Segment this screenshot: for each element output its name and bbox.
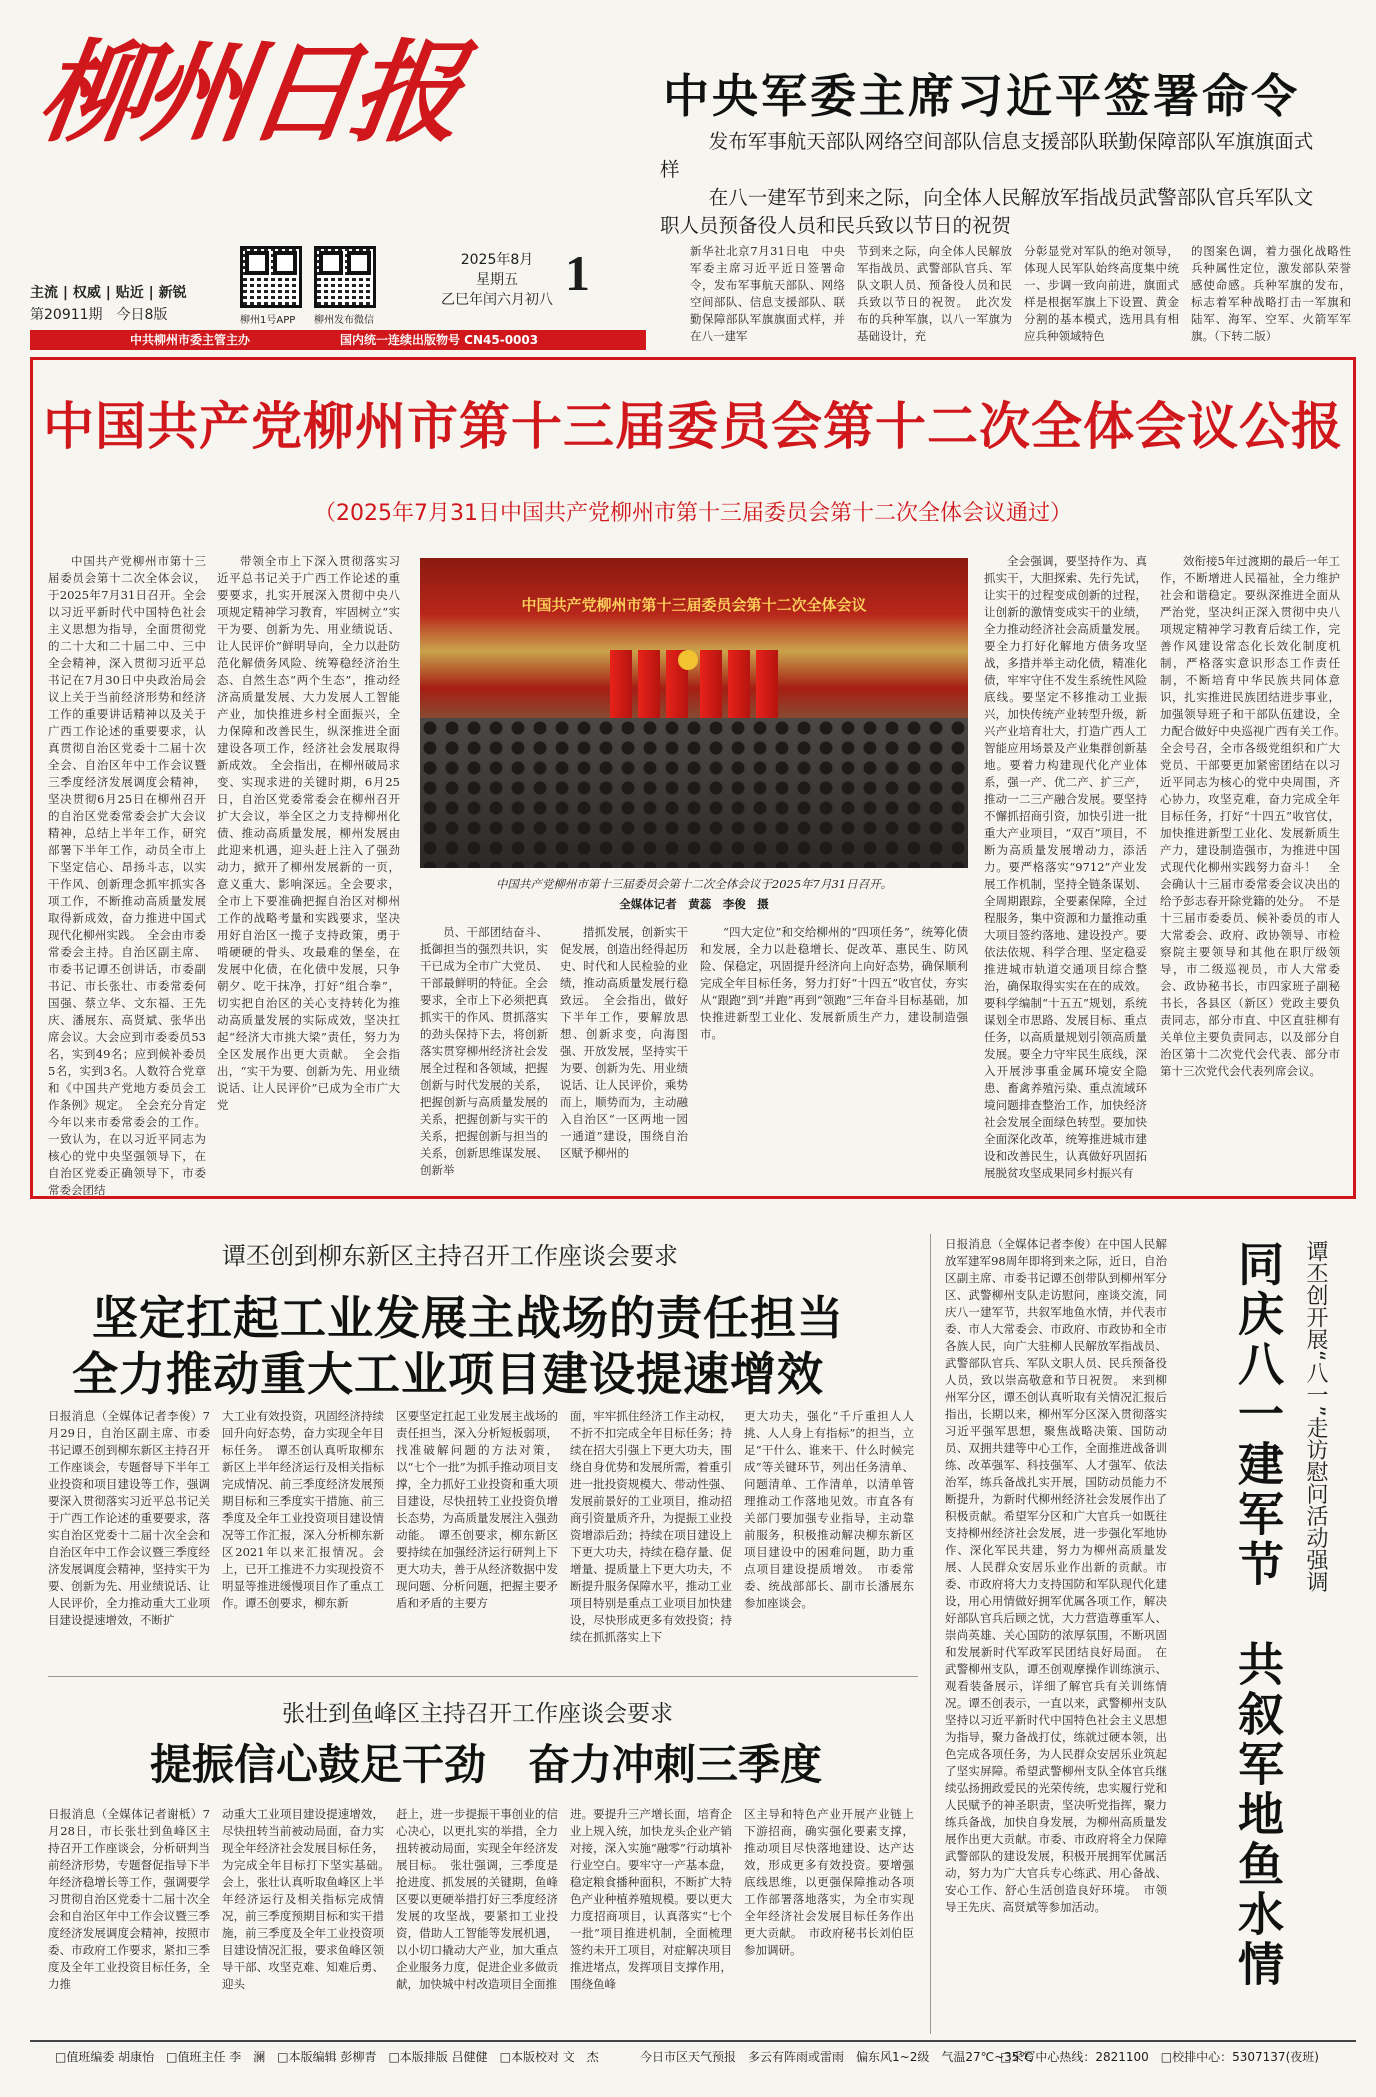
fish-col-4: 进。要提升三产增长面，培育企业上规入统，加快龙头企业产销对接，深入实施“融零”行动填补行业空白。要牢守一产基本盘，稳定粮食播种面积，不断扩大特色产业种植养殖规模。要以更大力度招商项目，认真落实“七个一批”项目推进机制，全面梳理签约未开工项目，对症解决项目推进堵点，发挥项目支撑作用，围绕鱼峰 [570, 1807, 732, 1991]
slogan: 主流 | 权威 | 贴近 | 新锐 [30, 285, 187, 301]
qr-app[interactable] [240, 246, 302, 326]
communique-col-3: 员、干部团结奋斗、抵御担当的强烈共识，实干已成为全市广大党员、干部最鲜明的特征。全会要求，全市上下必须把真抓实干的作风、贯抓落实的劲头保持下去，将创新落实贯穿柳州经济社会发展全过程和各领域，把握创新与时代发展的关系，把握创新与高质量发展的关系，把握创新与实干的关系，把握创新与担当的关系，创新思维谋发展、创新举 [420, 925, 548, 1177]
side-story-kicker: 谭丕创开展“八一”走访慰问活动强调 [1303, 1240, 1328, 1593]
industry-col-2: 大工业有效投资，巩固经济持续回升向好态势，奋力实现全年目标任务。 谭丕创认真听取柳东新区上半年经济运行及相关指标完成情况、前三季度经济发展预期目标和三季度实干措施、前三季度及全年工业投资项目建设情况等工作汇报，深入分析柳东新区2021年以来汇报情况。会上，已开工推进不力实现投资不明显等推进缓慢项目作了重点工作。谭丕创要求，柳东新 [222, 1409, 384, 1610]
industry-headline-2: 全力推动重大工业项目建设提速增效 [72, 1347, 824, 1401]
fish-kicker: 张壮到鱼峰区主持召开工作座谈会要求 [282, 1701, 673, 1727]
communique-col-4: 措抓发展，创新实干促发展，创造出经得起历史、时代和人民检验的业绩，推动高质量发展行稳致远。 全会指出，做好下半年工作，要解放思想、创新求变，向海图强、开放发展，坚持实干为要、创新为先、用业绩说话、让人民评价，乘势而上，顺势而为，主动融入自治区“一区两地一园一通道”建设，围绕自治区赋予柳州的 [560, 925, 688, 1160]
issue-date: 2025年8月 [460, 252, 534, 268]
top-story-col-1: 新华社北京7月31日电 中央军委主席习近平近日签署命令，发布军事航天部队、网络空间部队、信息支援部队、联勤保障部队军旗旗面式样，并在八一建军 [690, 244, 845, 343]
top-story-col-3: 分彰显党对军队的绝对领导，体现人民军队始终高度集中统一、步调一致向前进，旗面式样是根据军旗上下设置、黄金分割的基本模式，选用具有相应兵种领域特色 [1024, 244, 1179, 343]
qr-wechat[interactable] [314, 246, 376, 326]
industry-headline-1: 坚定扛起工业发展主战场的责任担当 [92, 1291, 844, 1345]
photo-banner: 中国共产党柳州市第十三届委员会第十二次全体会议 [521, 596, 867, 614]
qr-app-label: 柳州1号APP [240, 315, 296, 326]
top-story-subhead-2: 在八一建军节到来之际，向全体人民解放军指战员武警部队官兵军队文职人员预备役人员和民兵致以节日的祝贺 [660, 186, 1314, 237]
industry-col-3: 区要坚定扛起工业发展主战场的责任担当，深入分析短板弱项，找准破解问题的方法对策，以“七个一批”为抓手推动项目支撑，全力抓好工业投资和重大项目建设，尽快扭转工业投资负增长态势，为高质量发展注入强劲动能。 谭丕创要求，柳东新区要持续在加强经济运行研判上下更大功夫，善于从经济数据中发现问题、分析问题，把握主要矛盾和矛盾的主要方 [396, 1409, 558, 1610]
photo-caption: 中国共产党柳州市第十三届委员会第十二次全体会议于2025年7月31日召开。 [495, 877, 893, 891]
industry-col-4: 面，牢牢抓住经济工作主动权，不折不扣完成全年目标任务；持续在招大引强上下更大功夫，围绕自身优势和发展所需，着重引进一批投资规模大、带动性强、发展前景好的工业项目，推动招商引资量质齐升，为提振工业投资增添后劲；持续在项目建设上下更大功夫，持续在稳存量、促增量、提质量上下更大功夫，不断提升服务保障水平，推动工业项目特别是重点工业项目加快建设，尽快形成更多有效投资；持续在抓抓落实上下 [570, 1409, 732, 1644]
communique-col-1: 中国共产党柳州市第十三届委员会第十二次全体会议，于2025年7月31日召开。全会以习近平新时代中国特色社会主义思想为指导，全面贯彻党的二十大和二十届二中、三中全会精神，深入贯彻习近平总书记在7月30日中央政治局会议上关于当前经济形势和经济工作的重要讲话精神以及关于广西工作论述的重要要求，认真贯彻自治区党委十二届十次全会、自治区年中工作会议暨三季度经济发展调度会精神，坚决贯彻6月25日在柳州召开的自治区党委常委会扩大会议精神，总结上半年工作，研究部署下半年工作，动员全市上下坚定信心、昂扬斗志，以实干作风、创新理念抓牢抓实各项工作，不断推动高质量发展取得新成效，奋力推进中国式现代化柳州实践。 全会由市委常委会主持。自治区副主席、市委书记谭丕创讲话，市委副书记、市长张壮、市委常委何国强、蔡立华、文东福、王先庆、潘展东、高贤斌、张华出席会议。大会应到市委委员53名，实到49名；应到候补委员5名，实到3名。人数符合党章和《中国共产党地方委员会工作条例》规定。 全会充分肯定今年以来市委常委会的工作。一致认为，在以习近平同志为核心的党中央坚强领导下，在自治区党委正确领导下，市委常委会团结 [48, 554, 206, 1197]
qr-code-icon [314, 246, 376, 308]
industry-col-5: 更大功夫，强化“千斤重担人人挑、人人身上有指标”的担当，立足“干什么、谁来干、什么时候完成”等关键环节，列出任务清单、问题清单、工作清单，以清单管理推动工作落地见效。市直各有关部门要加强专业指导，主动靠前服务，积极推动解决柳东新区项目建设中的困难问题，助力重点项目建设提质增效。 市委常委、统战部部长、副市长潘展东参加座谈会。 [744, 1409, 914, 1610]
issue-lunar-date: 乙巳年闰六月初八 [441, 292, 553, 308]
industry-kicker: 谭丕创到柳东新区主持召开工作座谈会要求 [222, 1242, 678, 1270]
side-story-headline: 同庆八一建军节 共叙军地鱼水情 [1231, 1240, 1285, 1990]
footer-weather: 今日市区天气预报 多云有阵雨或雷雨 偏东风1~2级 气温27℃~35℃ [640, 2050, 1033, 2064]
communique-col-6: 全会强调，要坚持作为、真抓实干，大胆探索、先行先试，让实干的过程变成创新的过程，让创新的激情变成实干的业绩，全力推动经济社会高质量发展。要全力打好化解地方债务攻坚战，多措并举主动化债，精准化债，牢牢守住不发生系统性风险底线。要坚定不移推动工业振兴，加快传统产业转型升级，新兴产业培育壮大，打造广西人工智能应用场景及产业集群创新基地。要着力构建现代化产业体系，强一产、优二产、扩三产，推动一二三产融合发展。要坚持不懈抓招商引资，加快引进一批重大产业项目，“双百”项目，不断为高质量发展增动力，添活力。要严格落实“9712”产业发展工作机制，坚持全链条谋划、全周期跟踪，全要素保障，全过程服务，集中资源和力量推动重大项目签约落地、建设投产。要依法依规、科学合理、坚定稳妥推进城市轨道交通项目综合整治，确保取得实实在在的成效。要科学编制“十五五”规划，系统谋划全市思路、发展目标、重点任务，以高质量规划引领高质量发展。要全力守牢民生底线，深入开展涉事重金属环境安全隐患、畜禽养殖污染、重点流域环境问题排查整治工作，加快经济社会发展全面绿色转型。要加快全面深化改革，统筹推进城市建设和改善民生，认真做好巩固拓展脱贫攻坚成果同乡村振兴有 [984, 554, 1147, 1180]
fish-col-3: 赶上，进一步提振干事创业的信心决心，以更扎实的举措，全力扭转被动局面，实现全年经济发展目标。 张壮强调，三季度是抢进度、抓发展的关键期，鱼峰区要以更硬举措打好三季度经济发展的攻坚战，要紧扣工业投资，借助人工智能等发展机遇，以小切口撬动大产业，加大重点企业服务力度，促进企业多做贡献，加快城中村改造项目全面推 [396, 1807, 558, 1991]
top-story-headline: 中央军委主席习近平签署命令 [663, 69, 1300, 123]
issue-info: 第20911期 今日8版 [30, 307, 168, 323]
communique-title: 中国共产党柳州市第十三届委员会第十二次全体会议公报 [42, 398, 1343, 457]
fish-headline: 提振信心鼓足干劲 奋力冲刺三季度 [150, 1740, 823, 1789]
side-story-text: 日报消息（全媒体记者李俊）在中国人民解放军建军98周年即将到来之际，近日，自治区副主席、市委书记谭丕创带队到柳州军分区、武警柳州支队走访慰问，座谈交流，同庆八一建军节，共叙军地鱼水情，并代表市委、市人大常委会、市政府、市政协和全市各族人民，向广大驻柳人民解放军指战员、武警部队官兵、军队文职人员、民兵预备役人员，致以崇高敬意和节日祝贺。 来到柳州军分区，谭丕创认真听取有关情况汇报后指出，长期以来，柳州军分区深入贯彻落实习近平强军思想，聚焦战略决策、国防动员、双拥共建等中心工作，全面推进战备训练、改革强军、科技强军、人才强军、依法治军，练兵备战扎实开展，国防动员能力不断提升，为新时代柳州经济社会发展作出了积极贡献。希望军分区和广大官兵一如既往支持柳州经济社会发展，进一步强化军地协作、深化军民共建，努力为柳州高质量发展、人民群众安居乐业作出新的贡献。市委、市政府将大力支持国防和军队现代化建设，用心用情做好拥军优属各项工作，解决好部队官兵后顾之忧，大力营造尊重军人、崇尚英雄、关心国防的浓厚氛围，不断巩固和发展新时代军政军民团结良好局面。 在武警柳州支队，谭丕创观摩操作训练演示、观看装备展示，详细了解官兵有关训练情况。谭丕创表示，一直以来，武警柳州支队坚持以习近平新时代中国特色社会主义思想为指导，聚力备战打仗，练就过硬本领，出色完成各项任务，为人民群众安居乐业筑起了坚实屏障。希望武警柳州支队全体官兵继续弘扬拥政爱民的光荣传统，忠实履行党和人民赋予的神圣职责，坚决听党指挥，聚力练兵备战，加快自身发展，为柳州高质量发展作出更大贡献。市委、市政府将全力保障武警部队的建设发展，积极开展拥军优属活动，努力为广大官兵专心练武、用心备战、安心工作、舒心生活创造良好环境。 市领导王先庆、高贤斌等参加活动。 [945, 1237, 1167, 1914]
top-story-col-4: 的图案色调，着力强化战略性兵种属性定位，激发部队荣誉感使命感。兵种军旗的发布，标志着军种战略打击一军旗和陆军、海军、空军、火箭军军旗。（下转二版） [1191, 244, 1351, 343]
plenary-photo [420, 558, 968, 868]
newspaper-logo: 柳州日报 [31, 28, 466, 157]
issue-weekday: 星期五 [476, 272, 518, 288]
photo-credit: 全媒体记者 黄蕊 李俊 摄 [619, 897, 769, 911]
industry-col-1: 日报消息（全媒体记者李俊）7月29日，自治区副主席、市委书记谭丕创到柳东新区主持召开工作座谈会，专题督导下半年工业投资和项目建设等工作，强调要深入贯彻落实习近平总书记关于广西工作论述的重要要求，落实自治区党委十二届十次全会和自治区年中工作会议暨三季度经济发展调度会精神，坚持实干为要、创新为先、用业绩说话、让人民评价，全力推动重大工业项目建设提速增效，不断扩 [48, 1409, 210, 1627]
fish-col-5: 区主导和特色产业开展产业链上下游招商，确实强化要素支撑，推动项目尽快落地建设、达产达效，形成更多有效投资。要增强底线思维，以更强保障推动各项工作部署落地落实，为全市实现全年经济社会发展目标任务作出更大贡献。 市政府秘书长刘伯臣参加调研。 [744, 1807, 914, 1957]
sponsor-line: 中共柳州市委主管主办 [130, 333, 251, 347]
qr-code-icon [240, 246, 302, 308]
footer-hotline: □采写中心热线：2821100 □校排中心：5307137(夜班) [1000, 2050, 1319, 2064]
qr-wechat-label: 柳州发布微信 [314, 315, 374, 326]
page-number: 1 [565, 245, 590, 301]
communique-subtitle: （2025年7月31日中国共产党柳州市第十三届委员会第十二次全体会议通过） [314, 501, 1072, 526]
top-story-subhead-1: 发布军事航天部队网络空间部队信息支援部队联勤保障部队军旗旗面式样 [660, 130, 1314, 181]
fish-col-2: 动重大工业项目建设提速增效，尽快扭转当前被动局面，奋力实现全年经济社会发展目标任务，为完成全年目标打下坚实基础。 会上，张壮认真听取鱼峰区上半年经济运行及相关指标完成情况，前三季度预期目标和实干措施，前三季度及全年工业投资项目建设情况汇报，要求鱼峰区领导干部、攻坚克难、知难后勇、迎头 [222, 1807, 396, 1991]
fish-col-1: 日报消息（全媒体记者谢柢）7月28日，市长张壮到鱼峰区主持召开工作座谈会，分析研判当前经济形势，专题督促指导下半年经济稳增长等工作，强调要学习贯彻自治区党委十二届十次全会和自治区年中工作会议暨三季度经济发展调度会精神，按照市委、市政府工作要求，紧扣三季度及全年工业投资目标任务，全力推 [48, 1807, 210, 1991]
communique-col-2: 带领全市上下深入贯彻落实习近平总书记关于广西工作论述的重要要求，扎实开展深入贯彻中央八项规定精神学习教育，牢固树立“实干为要、创新为先、用业绩说话、让人民评价”鲜明导向，全力以赴防范化解债务风险、统筹稳经济治生态、自然生态“两个生态”，推动经济高质量发展、大力发展人工智能产业，加快推进乡村全面振兴，全力保障和改善民生，纵深推进全面建设各项工作，经济社会发展取得新成效。 全会指出，在柳州破局求变、实现求进的关键时期，6月25日，自治区党委常委会在柳州召开扩大会议，举全区之力支持柳州化债、推动高质量发展，柳州发展由此迎来机遇，迎头赶上注入了强劲动力，掀开了柳州发展新的一页，意义重大、影响深远。全会要求，全市上下要准确把握自治区对柳州工作的战略考量和实践要求，坚决用好自治区一揽子支持政策，勇于啃硬硬的骨头、攻最难的堡垒，在发展中化债，在化债中发展，只争朝夕、吃干抹净，打好“组合拳”，切实把自治区的关心支持转化为推动高质量发展的实际成效，坚决扛起“经济大市挑大梁”责任，努力为全区发展作出更大贡献。 全会指出，“实干为要、创新为先、用业绩说话、让人民评价”已成为全市广大党 [217, 554, 400, 1112]
footer-editors: □值班编委 胡康怡 □值班主任 李 澜 □本版编辑 彭柳青 □本版排版 吕健健 □本版校对 文 杰 [55, 2050, 599, 2064]
communique-col-7: 效衔接5年过渡期的最后一年工作，不断增进人民福祉，全力维护社会和谐稳定。要纵深推进全面从严治党，坚决纠正深入贯彻中央八项规定精神学习教育后续工作，完善作风建设常态化长效化制度机制，严格落实意识形态工作责任制，不断培育中华民族共同体意识，扎实推进民族团结进步事业，加强领导班子和干部队伍建设，全力配合做好中央巡视广西有关工作。 全会号召，全市各级党组织和广大党员、干部要更加紧密团结在以习近平同志为核心的党中央周围，齐心协力，攻坚克难，奋力完成全年目标任务，打好“十四五”收官仗，加快推进新型工业化、发展新质生产力，建设制造强市，为推进中国式现代化柳州实践努力奋斗！ 全会确认十三届市委常委会议决出的给予彭志春开除党籍的处分。 不是十三届市委委员、候补委员的市人大常委会、政府、政协领导、市检察院主要领导和其他在职厅级领导，市二级巡视员，市人大常委会、政协秘书长，市四家班子副秘书长，各县区（新区）党政主要负责同志，部分市直、中区直驻柳有关单位主要负责同志，以及部分自治区第十二次党代会代表、部分市第十三次党代会代表列席会议。 [1160, 554, 1352, 1078]
communique-col-5: “四大定位”和交给柳州的“四项任务”，统筹化债和发展，全力以赴稳增长、促改革、惠民生、防风险、保稳定，巩固提升经济向上向好态势，确保顺利完成全年目标任务，努力打好“十四五”收官仗，夯实从“跟跑”到“并跑”再到“领跑”三年奋斗目标基础，加快推进新型工业化、发展新质生产力，建设制造强市。 [700, 925, 968, 1041]
cn-number: 国内统一连续出版物号 CN45-0003 [340, 333, 539, 347]
top-story-col-2: 节到来之际，向全体人民解放军指战员、武警部队官兵、军队文职人员、预备役人员和民兵致以节日的祝贺。 此次发布的兵种军旗，以八一军旗为基础设计，充 [857, 244, 1012, 343]
party-emblem-icon [678, 650, 698, 670]
